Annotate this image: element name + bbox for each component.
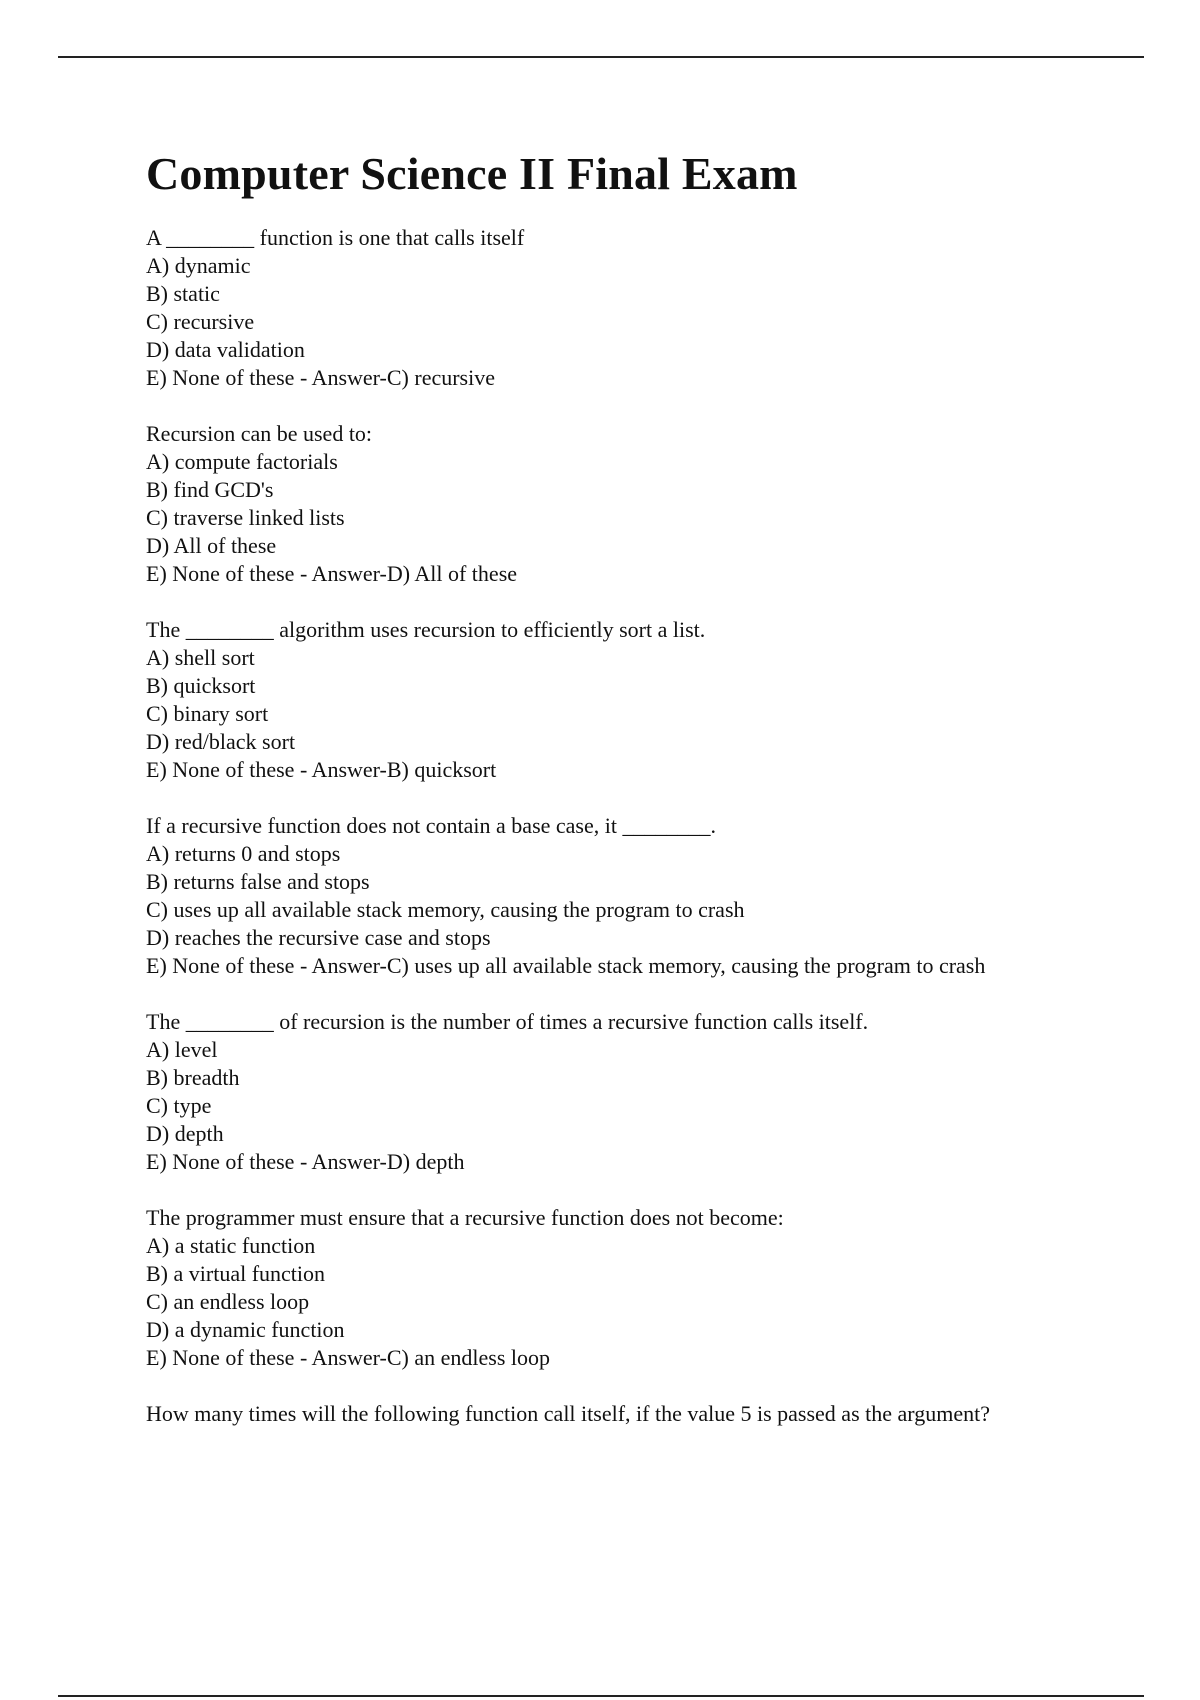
question-7	[146, 1400, 1146, 1428]
question-prompt: A ________ function is one that calls itself	[146, 225, 525, 250]
answer-option: D) red/black sort	[146, 729, 296, 754]
answer-option: E) None of these - Answer-D) All of these	[146, 561, 518, 586]
answer-option: A) a static function	[146, 1233, 316, 1258]
question-4	[146, 812, 1146, 980]
answer-option: D) reaches the recursive case and stops	[146, 925, 491, 950]
answer-option: A) dynamic	[146, 253, 251, 278]
question-prompt: The programmer must ensure that a recursive function does not become:	[146, 1205, 784, 1230]
answer-option: C) uses up all available stack memory, causing the program to crash	[146, 897, 745, 922]
answer-option: D) data validation	[146, 337, 305, 362]
question-6	[146, 1204, 1146, 1372]
document-body	[146, 146, 1146, 1456]
answer-option: B) a virtual function	[146, 1261, 326, 1286]
question-prompt: The ________ algorithm uses recursion to efficiently sort a list.	[146, 617, 706, 642]
top-rule	[58, 56, 1144, 58]
answer-option: B) quicksort	[146, 673, 256, 698]
question-2	[146, 420, 1146, 588]
answer-option: D) All of these	[146, 533, 277, 558]
question-prompt: If a recursive function does not contain a base case, it ________.	[146, 813, 716, 838]
answer-option: E) None of these - Answer-C) an endless loop	[146, 1345, 551, 1370]
question-1	[146, 224, 1146, 392]
answer-option: B) breadth	[146, 1065, 240, 1090]
answer-option: A) level	[146, 1037, 218, 1062]
answer-option: C) type	[146, 1093, 212, 1118]
bottom-rule	[58, 1695, 1144, 1697]
question-5	[146, 1008, 1146, 1176]
answer-option: C) recursive	[146, 309, 255, 334]
question-prompt: Recursion can be used to:	[146, 421, 373, 446]
answer-option: C) binary sort	[146, 701, 269, 726]
answer-option: E) None of these - Answer-D) depth	[146, 1149, 465, 1174]
question-prompt: The ________ of recursion is the number of times a recursive function calls itself.	[146, 1009, 869, 1034]
question-prompt: How many times will the following function call itself, if the value 5 is passed as the argument?	[146, 1401, 990, 1426]
answer-option: B) returns false and stops	[146, 869, 370, 894]
answer-option: C) traverse linked lists	[146, 505, 345, 530]
answer-option: B) static	[146, 281, 220, 306]
answer-option: A) compute factorials	[146, 449, 338, 474]
question-3	[146, 616, 1146, 784]
answer-option: E) None of these - Answer-B) quicksort	[146, 757, 497, 782]
answer-option: A) shell sort	[146, 645, 255, 670]
answer-option: E) None of these - Answer-C) recursive	[146, 365, 495, 390]
answer-option: C) an endless loop	[146, 1289, 310, 1314]
answer-option: E) None of these - Answer-C) uses up all available stack memory, causing the program to crash	[146, 953, 986, 978]
answer-option: D) depth	[146, 1121, 224, 1146]
answer-option: D) a dynamic function	[146, 1317, 345, 1342]
answer-option: B) find GCD's	[146, 477, 274, 502]
page-title: Computer Science II Final Exam	[146, 148, 798, 199]
answer-option: A) returns 0 and stops	[146, 841, 341, 866]
